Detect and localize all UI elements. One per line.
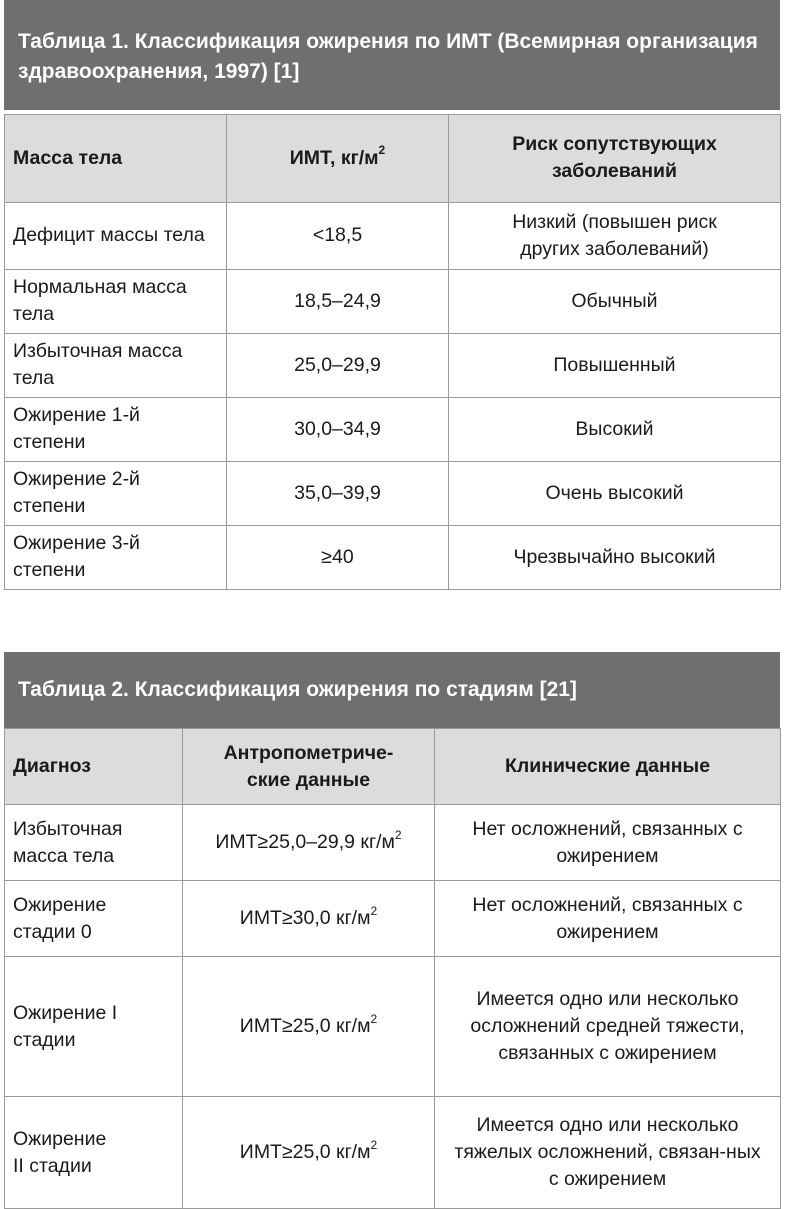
table-row [5, 269, 781, 333]
cell-risk: Чрезвычайно высокий [449, 525, 781, 589]
table-row [5, 805, 781, 881]
cell-mass: Ожирение 2-й степени [5, 461, 227, 525]
cell-bmi: 18,5–24,9 [227, 269, 449, 333]
cell-clinical: Нет осложнений, связанных с ожирением [435, 805, 781, 881]
cell-risk: Обычный [449, 269, 781, 333]
table-row [5, 333, 781, 397]
unit-sup: 2 [370, 903, 378, 918]
table-row [5, 525, 781, 589]
cell-bmi: ≥40 [227, 525, 449, 589]
table-row [5, 881, 781, 957]
table-2-block [4, 652, 780, 1209]
cell-risk: Низкий (повышен риск других заболеваний) [449, 202, 781, 269]
cell-anthro [183, 1097, 435, 1209]
header-bmi [227, 114, 449, 202]
header-clinical: Клинические данные [435, 729, 781, 805]
unit-sup: 2 [370, 1011, 378, 1026]
table-2-caption: Таблица 2. Классификация ожирения по стадиям [21] [4, 652, 780, 728]
header-bmi-sup: 2 [378, 143, 386, 157]
cell-risk: Повышенный [449, 333, 781, 397]
cell-clinical: Имеется одно или несколько тяжелых осложнений, связан-ных с ожирением [435, 1097, 781, 1209]
table-1-header-row [5, 114, 781, 202]
header-risk: Риск сопутствующих заболеваний [449, 114, 781, 202]
cell-risk: Очень высокий [449, 461, 781, 525]
table-row [5, 461, 781, 525]
table-row [5, 202, 781, 269]
header-diagnosis: Диагноз [5, 729, 183, 805]
table-2-header-row [5, 729, 781, 805]
unit-sup: 2 [370, 1137, 378, 1152]
cell-anthro-text: ИМТ≥25,0–29,9 кг/м [215, 831, 395, 853]
cell-mass: Избыточная масса тела [5, 333, 227, 397]
cell-clinical: Имеется одно или несколько осложнений средней тяжести, связанных с ожирением [435, 957, 781, 1097]
cell-anthro-text: ИМТ≥25,0 кг/м [239, 1141, 371, 1163]
cell-bmi: 35,0–39,9 [227, 461, 449, 525]
cell-anthro [183, 957, 435, 1097]
table-row [5, 1097, 781, 1209]
header-anthro: Антропометриче-ские данные [183, 729, 435, 805]
cell-bmi: 30,0–34,9 [227, 397, 449, 461]
table-1-block [4, 0, 780, 590]
cell-mass: Дефицит массы тела [5, 202, 227, 269]
cell-mass: Нормальная масса тела [5, 269, 227, 333]
cell-anthro [183, 881, 435, 957]
table-2 [4, 728, 781, 1209]
cell-anthro-text: ИМТ≥30,0 кг/м [239, 907, 371, 929]
cell-anthro-text: ИМТ≥25,0 кг/м [239, 1015, 371, 1037]
unit-sup: 2 [394, 827, 402, 842]
cell-bmi: 25,0–29,9 [227, 333, 449, 397]
cell-mass: Ожирение 1-й степени [5, 397, 227, 461]
header-bmi-text: ИМТ, кг/м [289, 146, 379, 169]
table-row [5, 957, 781, 1097]
header-mass: Масса тела [5, 114, 227, 202]
cell-mass: Ожирение 3-й степени [5, 525, 227, 589]
cell-bmi: <18,5 [227, 202, 449, 269]
table-row [5, 397, 781, 461]
cell-diagnosis: Ожирение II стадии [5, 1097, 183, 1209]
table-1 [4, 110, 781, 590]
cell-risk: Высокий [449, 397, 781, 461]
cell-diagnosis: Ожирение I стадии [5, 957, 183, 1097]
cell-diagnosis: Избыточная масса тела [5, 805, 183, 881]
cell-clinical: Нет осложнений, связанных с ожирением [435, 881, 781, 957]
table-1-caption: Таблица 1. Классификация ожирения по ИМТ (Всемирная организация здравоохранения, 1997) [1] [4, 0, 780, 110]
cell-anthro [183, 805, 435, 881]
cell-diagnosis: Ожирение стадии 0 [5, 881, 183, 957]
